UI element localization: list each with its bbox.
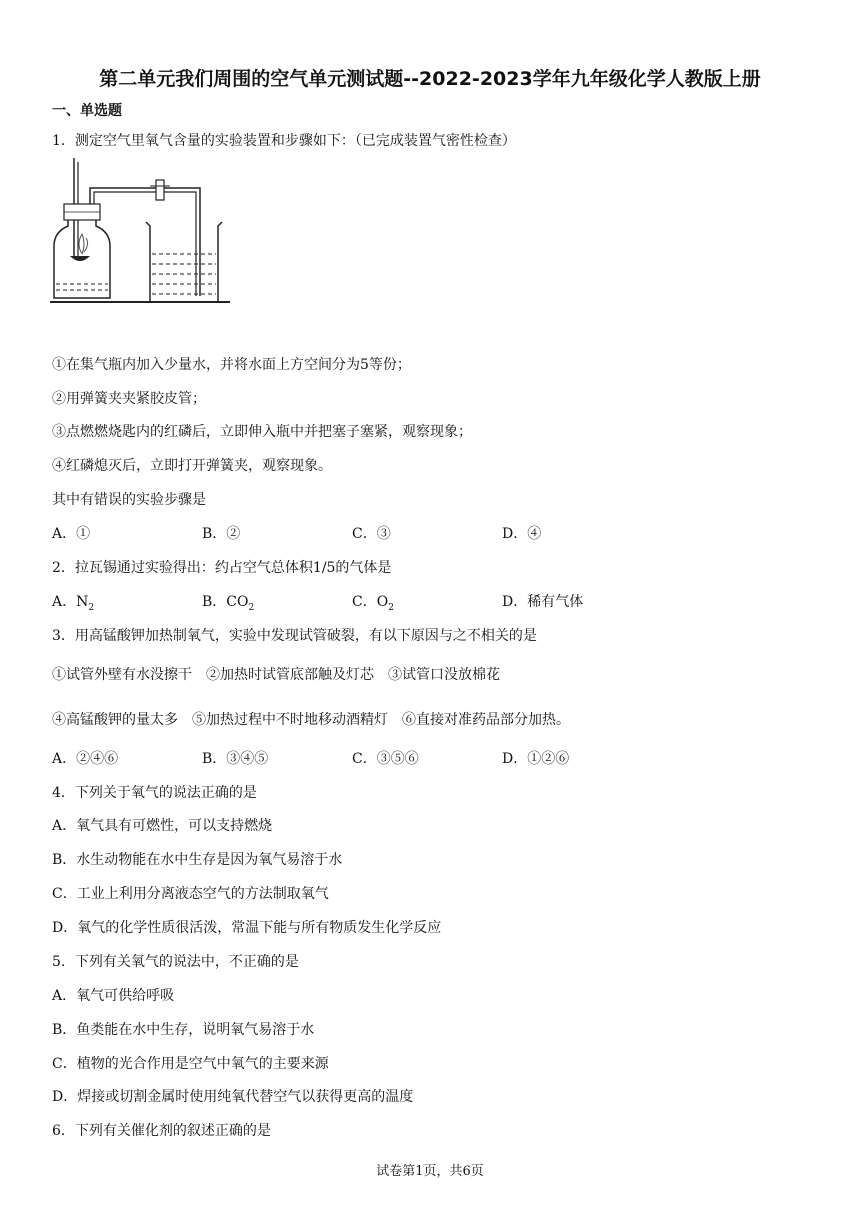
q3-option-d[interactable]: D．①②⑥ <box>502 751 570 767</box>
section-heading: 一、单选题 <box>52 103 122 119</box>
page-footer: 试卷第1页，共6页 <box>376 1164 484 1179</box>
q5-option-b[interactable]: B．鱼类能在水中生存，说明氧气易溶于水 <box>52 1022 315 1038</box>
q1-question: 其中有错误的实验步骤是 <box>52 492 206 508</box>
q1-step-4: ④红磷熄灭后，立即打开弹簧夹，观察现象。 <box>52 458 332 474</box>
q3-reasons-line-1: ①试管外壁有水没擦干 ②加热时试管底部触及灯芯 ③试管口没放棉花 <box>52 667 500 683</box>
q3-option-b[interactable]: B．③④⑤ <box>202 751 269 767</box>
q1-step-1: ①在集气瓶内加入少量水，并将水面上方空间分为5等份； <box>52 357 411 373</box>
q1-option-c[interactable]: C．③ <box>352 526 391 542</box>
q3-stem: 3．用高锰酸钾加热制氧气，实验中发现试管破裂，有以下原因与之不相关的是 <box>52 628 537 644</box>
q3-reasons-line-2: ④高锰酸钾的量太多 ⑤加热过程中不时地移动酒精灯 ⑥直接对准药品部分加热。 <box>52 712 570 728</box>
q1-stem: 1．测定空气里氧气含量的实验装置和步骤如下：（已完成装置气密性检查） <box>52 133 516 149</box>
flame <box>79 234 84 254</box>
q4-option-b[interactable]: B．水生动物能在水中生存是因为氧气易溶于水 <box>52 852 343 868</box>
beaker <box>146 222 222 302</box>
q2-option-d[interactable]: D．稀有气体 <box>502 594 584 610</box>
q5-option-d[interactable]: D．焊接或切割金属时使用纯氧代替空气以获得更高的温度 <box>52 1089 414 1105</box>
q4-option-a[interactable]: A．氧气具有可燃性，可以支持燃烧 <box>52 818 273 834</box>
page-title: 第二单元我们周围的空气单元测试题--2022-2023学年九年级化学人教版上册 <box>99 68 761 90</box>
q1-step-3: ③点燃燃烧匙内的红磷后，立即伸入瓶中并把塞子塞紧，观察现象； <box>52 424 472 440</box>
q6-stem: 6．下列有关催化剂的叙述正确的是 <box>52 1123 271 1139</box>
q1-option-d[interactable]: D．④ <box>502 526 542 542</box>
q5-option-c[interactable]: C．植物的光合作用是空气中氧气的主要来源 <box>52 1056 329 1072</box>
q5-option-a[interactable]: A．氧气可供给呼吸 <box>52 988 175 1004</box>
q2-option-a[interactable]: A．$N_2$ <box>52 594 95 613</box>
q5-stem: 5．下列有关氧气的说法中，不正确的是 <box>52 954 299 970</box>
q1-step-2: ②用弹簧夹夹紧胶皮管； <box>52 391 206 407</box>
q3-option-c[interactable]: C．③⑤⑥ <box>352 751 419 767</box>
q1-option-a[interactable]: A．① <box>52 526 91 542</box>
spring-clamp <box>156 180 164 200</box>
q2-option-b[interactable]: B．$CO_2$ <box>202 594 255 613</box>
connecting-tube <box>90 188 200 296</box>
q1-option-b[interactable]: B．② <box>202 526 241 542</box>
combustion-spoon <box>70 256 90 261</box>
q2-option-c[interactable]: C．$O_2$ <box>352 594 394 613</box>
q2-stem: 2．拉瓦锡通过实验得出：约占空气总体积1/5的气体是 <box>52 560 392 576</box>
q4-stem: 4．下列关于氧气的说法正确的是 <box>52 785 257 801</box>
q4-option-c[interactable]: C．工业上利用分离液态空气的方法制取氧气 <box>52 886 329 902</box>
q4-option-d[interactable]: D．氧气的化学性质很活泼，常温下能与所有物质发生化学反应 <box>52 920 442 936</box>
apparatus-figure <box>50 156 230 306</box>
q3-option-a[interactable]: A．②④⑥ <box>52 751 119 767</box>
